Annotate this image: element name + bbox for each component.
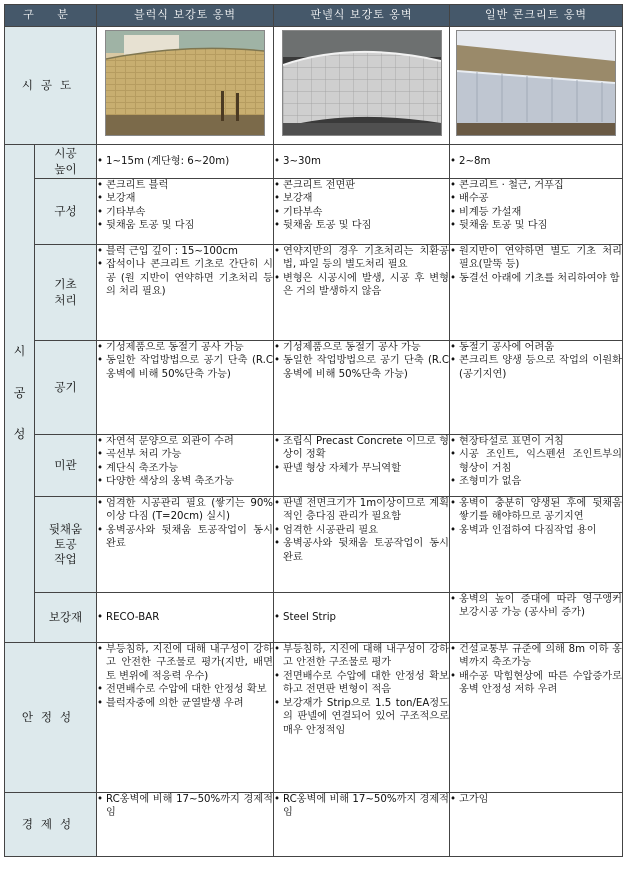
- comparison-table: [4, 4, 623, 857]
- photo-concrete-wall-cell: [450, 27, 623, 145]
- composition-panel: • 콘크리트 전면판 • 보강재 • 기타부속 • 뒷채움 토공 및 다짐: [274, 179, 450, 245]
- aesthetics-block: • 자연석 문양으로 외관이 수려 • 곡선부 처리 가능 • 계단식 축조가능 • 다양한 색상의 옹벽 축조가능: [97, 435, 274, 497]
- backfill-panel: • 판넬 전면크기가 1m이상이므로 계획적인 층다짐 관리가 필요함 • 엄격한 시공관리 필요 • 옹벽공사와 뒷채움 토공작업이 동시완료: [274, 497, 450, 593]
- row-label-economy: 경제성: [5, 793, 97, 857]
- schedule-panel: • 기성제품으로 동절기 공사 가능 • 동일한 작업방법으로 공기 단축 (R.C옹벽에 비해 50%단축 가능): [274, 341, 450, 435]
- reinforcement-panel: • Steel Strip: [274, 593, 450, 643]
- stability-panel: • 부등침하, 지진에 대해 내구성이 강하고 안전한 구조물로 평가 • 전면배수로 수압에 대한 안정성 확보하고 전면판 변형이 적음 • 보강재가 Strip으로 1.5 ton/EA정도의 판넬에 연결되어 있어 구조적으로 매우 안정적임: [274, 643, 450, 793]
- photo-block-wall: [105, 30, 265, 136]
- header-block-wall: 블럭식 보강토 옹벽: [97, 5, 274, 27]
- row-label-schedule: 공기: [35, 341, 97, 435]
- height-concrete: • 2~8m: [450, 145, 623, 179]
- foundation-concrete: • 원지반이 연약하면 별도 기초 처리 필요(말뚝 등) • 동결선 아래에 기초를 처리하여야 함: [450, 245, 623, 341]
- row-label-composition: 구성: [35, 179, 97, 245]
- economy-block: • RC옹벽에 비해 17~50%까지 경제적임: [97, 793, 274, 857]
- row-label-height: 시공 높이: [35, 145, 97, 179]
- reinforcement-block: • RECO-BAR: [97, 593, 274, 643]
- reinforcement-concrete: • 옹벽의 높이 증대에 따라 영구앵커 보강시공 가능 (공사비 증가): [450, 593, 623, 643]
- economy-concrete: • 고가임: [450, 793, 623, 857]
- composition-concrete: • 콘크리트 · 철근, 거푸집 • 배수공 • 비계등 가설재 • 뒷채움 토공 및 다짐: [450, 179, 623, 245]
- aesthetics-concrete: • 현장타설로 표면이 거침 • 시공 조인트, 익스펜션 조인트부의 형상이 거침 • 조형미가 없음: [450, 435, 623, 497]
- row-label-stability: 안정성: [5, 643, 97, 793]
- row-label-backfill: 뒷채움 토공 작업: [35, 497, 97, 593]
- row-label-reinforcement: 보강재: [35, 593, 97, 643]
- stability-block: • 부등침하, 지진에 대해 내구성이 강하고 안전한 구조물로 평가(지반, 배면토 변위에 적응력 우수) • 전면배수로 수압에 대한 안정성 확보 • 블럭자중에 의한 균열발생 우려: [97, 643, 274, 793]
- photo-concrete-wall: [456, 30, 616, 136]
- section-label-constructability: 시 공 성: [5, 145, 35, 643]
- schedule-block: • 기성제품으로 동절기 공사 가능 • 동일한 작업방법으로 공기 단축 (R.C옹벽에 비해 50%단축 가능): [97, 341, 274, 435]
- header-concrete-wall: 일반 콘크리트 옹벽: [450, 5, 623, 27]
- row-label-construction-photo: 시공도: [5, 27, 97, 145]
- foundation-block: • 블럭 근입 깊이 : 15~100cm • 잡석이나 콘크리트 기초로 간단히 시공 (원 지반이 연약하면 기초처리 등의 처리 필요): [97, 245, 274, 341]
- header-panel-wall: 판넬식 보강토 옹벽: [274, 5, 450, 27]
- height-panel: • 3~30m: [274, 145, 450, 179]
- photo-block-wall-cell: [97, 27, 274, 145]
- row-label-aesthetics: 미관: [35, 435, 97, 497]
- backfill-concrete: • 옹벽이 충분히 양생된 후에 뒷채움 쌓기를 해야하므로 공기지연 • 옹벽과 인접하여 다짐작업 용이: [450, 497, 623, 593]
- aesthetics-panel: • 조립식 Precast Concrete 이므로 형상이 정확 • 판넬 형상 자체가 무늬역할: [274, 435, 450, 497]
- stability-concrete: • 건설교통부 규준에 의해 8m 이하 옹벽까지 축조가능 • 배수공 막힘현상에 따른 수압증가로 옹벽 안정성 저하 우려: [450, 643, 623, 793]
- header-category: 구 분: [5, 5, 97, 27]
- backfill-block: • 엄격한 시공관리 필요 (쌓기는 90%이상 다짐 (T=20cm) 실시) • 옹벽공사와 뒷채움 토공작업이 동시완료: [97, 497, 274, 593]
- economy-panel: • RC옹벽에 비해 17~50%까지 경제적임: [274, 793, 450, 857]
- row-label-foundation: 기초 처리: [35, 245, 97, 341]
- foundation-panel: • 연약지반의 경우 기초처리는 치환공법, 파일 등의 별도처리 필요 • 변형은 시공시에 발생, 시공 후 변형은 거의 발생하지 않음: [274, 245, 450, 341]
- height-block: • 1~15m (계단형: 6~20m): [97, 145, 274, 179]
- composition-block: • 콘크리트 블럭 • 보강재 • 기타부속 • 뒷채움 토공 및 다짐: [97, 179, 274, 245]
- schedule-concrete: • 동절기 공사에 어려움 • 콘크리트 양생 등으로 작업의 이원화(공기지연): [450, 341, 623, 435]
- photo-panel-wall: [282, 30, 442, 136]
- photo-panel-wall-cell: [274, 27, 450, 145]
